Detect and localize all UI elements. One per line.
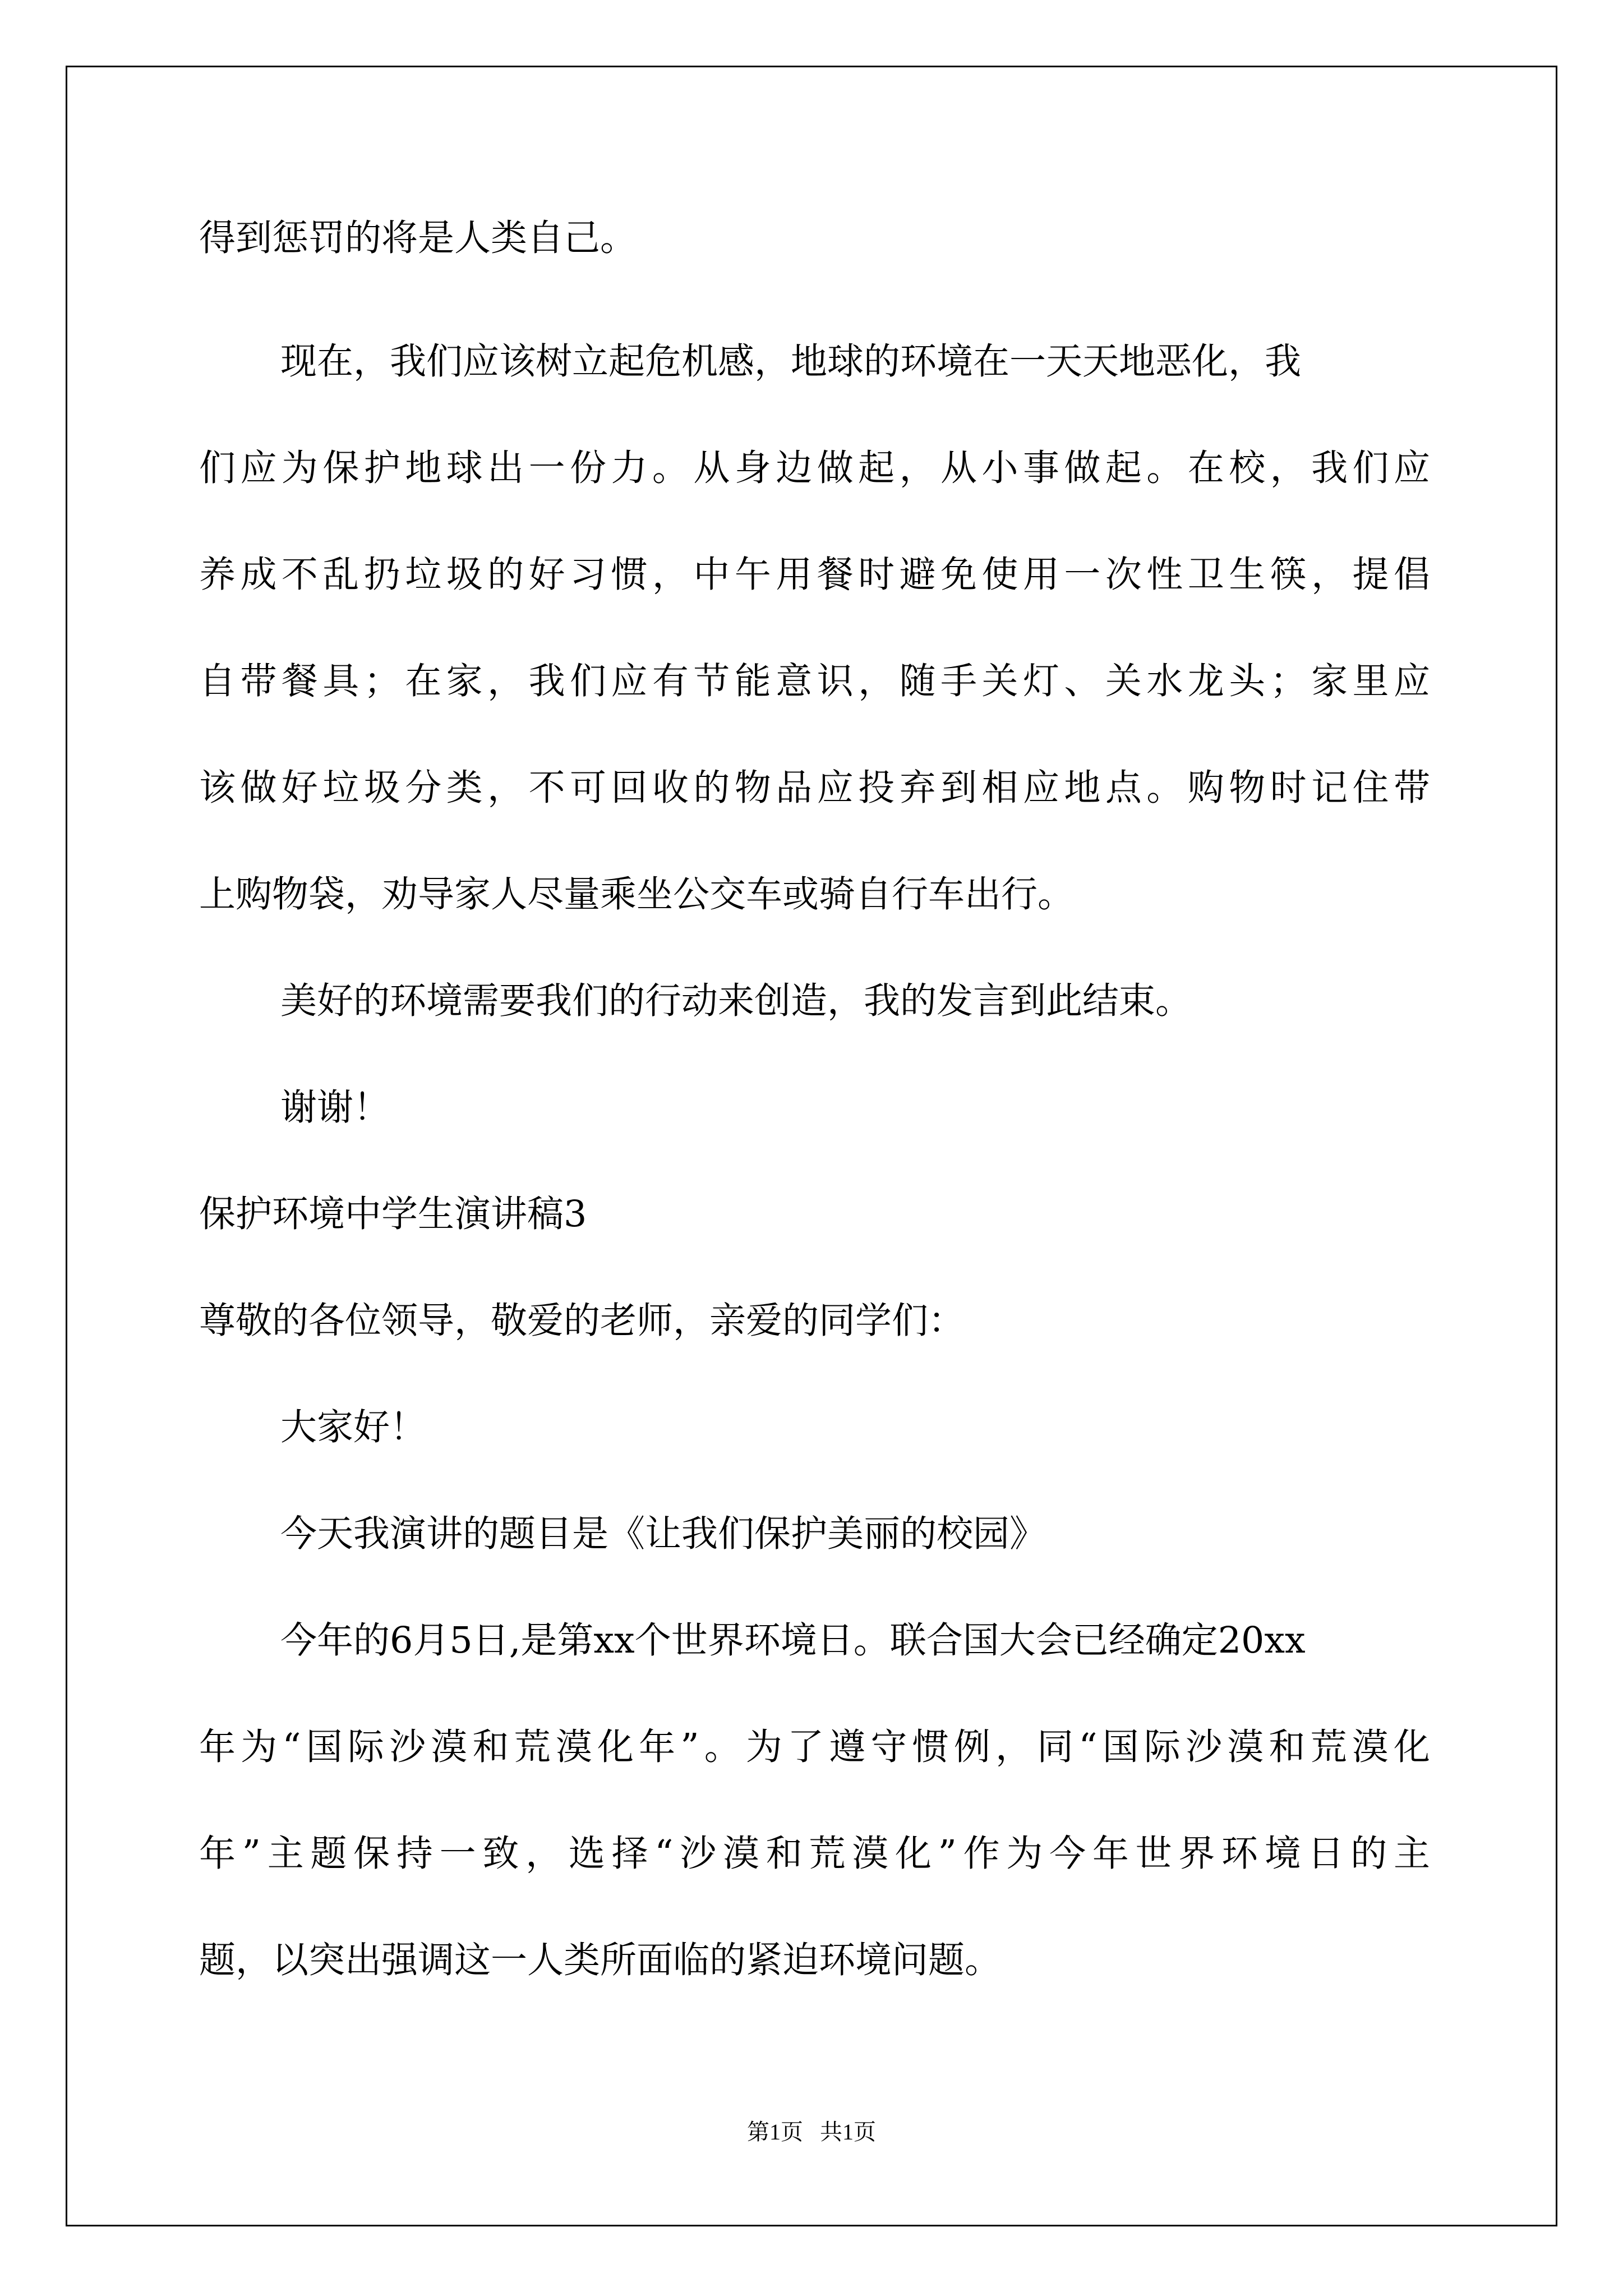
body-line: 们应为保护地球出一份力。从身边做起，从小事做起。在校，我们应 <box>199 447 1430 489</box>
body-line: 现在，我们应该树立起危机感，地球的环境在一天天地恶化，我 <box>280 341 1302 383</box>
body-line: 该做好垃圾分类，不可回收的物品应投弃到相应地点。购物时记住带 <box>199 767 1430 809</box>
body-line: 今天我演讲的题目是《让我们保护美丽的校园》 <box>280 1513 1046 1555</box>
page-border <box>66 66 1557 2226</box>
page-number-footer: 第1页 共1页 <box>747 2119 876 2145</box>
body-line: 题，以突出强调这一人类所面临的紧迫环境问题。 <box>199 1939 1002 1981</box>
body-line: 自带餐具；在家，我们应有节能意识，随手关灯、关水龙头；家里应 <box>199 660 1430 702</box>
body-line: 养成不乱扔垃圾的好习惯，中午用餐时避免使用一次性卫生筷，提倡 <box>199 554 1430 596</box>
body-line: 谢谢！ <box>280 1087 390 1129</box>
salutation: 尊敬的各位领导，敬爱的老师，亲爱的同学们： <box>199 1300 965 1342</box>
section-heading: 保护环境中学生演讲稿3 <box>199 1193 587 1235</box>
body-line: 上购物袋，劝导家人尽量乘坐公交车或骑自行车出行。 <box>199 873 1075 915</box>
body-line: 年”主题保持一致，选择“沙漠和荒漠化”作为今年世界环境日的主 <box>199 1833 1430 1875</box>
body-line: 美好的环境需要我们的行动来创造，我的发言到此结束。 <box>280 980 1192 1022</box>
greeting: 大家好！ <box>280 1406 427 1448</box>
body-line: 得到惩罚的将是人类自己。 <box>199 217 637 259</box>
body-line: 今年的6月5日,是第xx个世界环境日。联合国大会已经确定20xx <box>280 1619 1306 1662</box>
body-line: 年为“国际沙漠和荒漠化年”。为了遵守惯例，同“国际沙漠和荒漠化 <box>199 1726 1430 1768</box>
